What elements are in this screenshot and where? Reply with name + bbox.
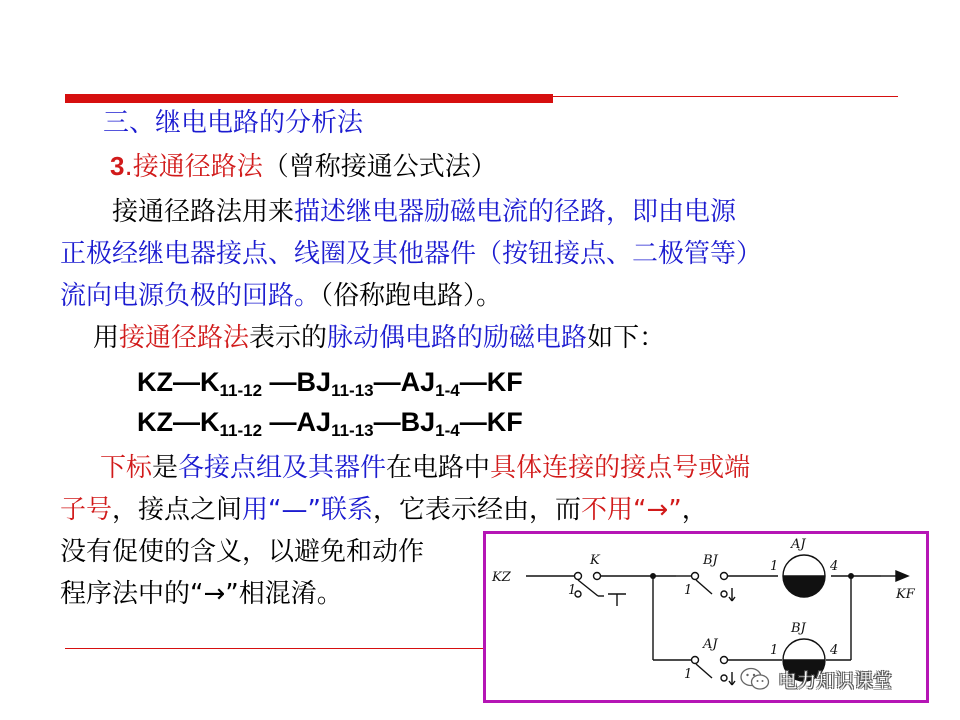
pin-1c: 1	[770, 559, 779, 574]
para2-line	[93, 321, 665, 355]
para3-l1-d: 在电路中	[386, 453, 491, 483]
section-number: 3	[110, 151, 125, 181]
para3-l1-e: 具体连接的接点号或端	[490, 453, 751, 483]
label-kf: KF	[896, 587, 915, 602]
para2-e: 如下：	[587, 323, 666, 353]
para3-l1-b: 是	[152, 453, 179, 483]
formula1-p4: —KF	[459, 367, 523, 397]
para3-l2-b: ，接点之间	[112, 495, 243, 525]
section-title	[110, 149, 497, 184]
para3-l2-f: ，	[681, 495, 708, 525]
label-aj-bottom: AJ	[703, 637, 718, 652]
formula2-s3: 1-4	[435, 421, 460, 440]
para3-l1-a: 下标	[100, 453, 153, 483]
label-bj-bottom: BJ	[791, 621, 806, 636]
section-paren: （曾称接通公式法）	[262, 152, 497, 182]
para1-line3-main: 流向电源负极的回路。	[60, 281, 321, 311]
para1-highlight: 描述继电器励磁电流的径路，即由电源	[294, 197, 737, 227]
pin-1a: 1	[568, 583, 577, 598]
formula2-s1: 11-12	[219, 421, 263, 440]
formula1-s3: 1-4	[435, 381, 460, 400]
para3-line3: 没有促使的含义，以避免和动作	[60, 537, 425, 567]
formula1-s2: 11-13	[331, 381, 374, 400]
para3-l2-d: ，它表示经由，而	[372, 495, 581, 525]
para3-line4: 程序法中的“→”相混淆。	[60, 579, 343, 609]
top-red-bar	[65, 94, 553, 103]
slide-heading: 三、继电电路的分析法	[103, 108, 364, 138]
formula1-p1: KZ—K	[137, 367, 220, 397]
pin-1e: 1	[770, 643, 779, 658]
top-red-rule	[553, 96, 898, 97]
formula-1	[137, 365, 523, 399]
wechat-icon	[740, 666, 770, 692]
section-dot: .	[124, 152, 133, 182]
aj-relay-fill	[783, 576, 825, 597]
para3-line2	[60, 493, 708, 527]
para3-l1-c: 各接点组及其器件	[178, 453, 387, 483]
para2-a: 用	[93, 323, 120, 353]
para2-c: 表示的	[249, 323, 328, 353]
para2-d: 脉动偶电路的励磁电路	[327, 323, 588, 353]
para1-lead: 接通径路法用来	[112, 197, 295, 227]
para1-line3	[60, 279, 502, 313]
formula2-p1: KZ—K	[137, 407, 220, 437]
label-bj-top: BJ	[703, 553, 718, 568]
formula1-p3: —AJ	[373, 367, 436, 397]
para1-line2: 正极经继电器接点、线圈及其他器件（按钮接点、二极管等）	[60, 239, 763, 269]
pin-4b: 4	[830, 643, 839, 658]
label-kz: KZ	[492, 570, 511, 585]
label-k: K	[590, 553, 600, 568]
para1-line1	[112, 195, 736, 229]
para2-b: 接通径路法	[119, 323, 250, 353]
formula2-p3: —BJ	[373, 407, 436, 437]
watermark-text: 电力知识课堂	[778, 669, 893, 692]
formula2-p2: —AJ	[262, 407, 332, 437]
formula-2	[137, 405, 523, 439]
para3-l2-e: 不用“→”	[581, 495, 682, 525]
formula1-p2: —BJ	[262, 367, 332, 397]
label-aj-top: AJ	[791, 537, 806, 552]
pin-4a: 4	[830, 559, 839, 574]
watermark	[740, 664, 892, 694]
section-name: 接通径路法	[132, 152, 263, 182]
para3-line1	[100, 451, 750, 485]
para3-l2-c: 用“—”联系	[242, 495, 373, 525]
para3-l2-a: 子号	[60, 495, 113, 525]
para1-line3-note: （俗称跑电路）。	[320, 281, 503, 311]
formula1-s1: 11-12	[219, 381, 263, 400]
pin-1d: 1	[684, 667, 693, 682]
formula2-p4: —KF	[459, 407, 523, 437]
formula2-s2: 11-13	[331, 421, 374, 440]
pin-1b: 1	[684, 583, 693, 598]
